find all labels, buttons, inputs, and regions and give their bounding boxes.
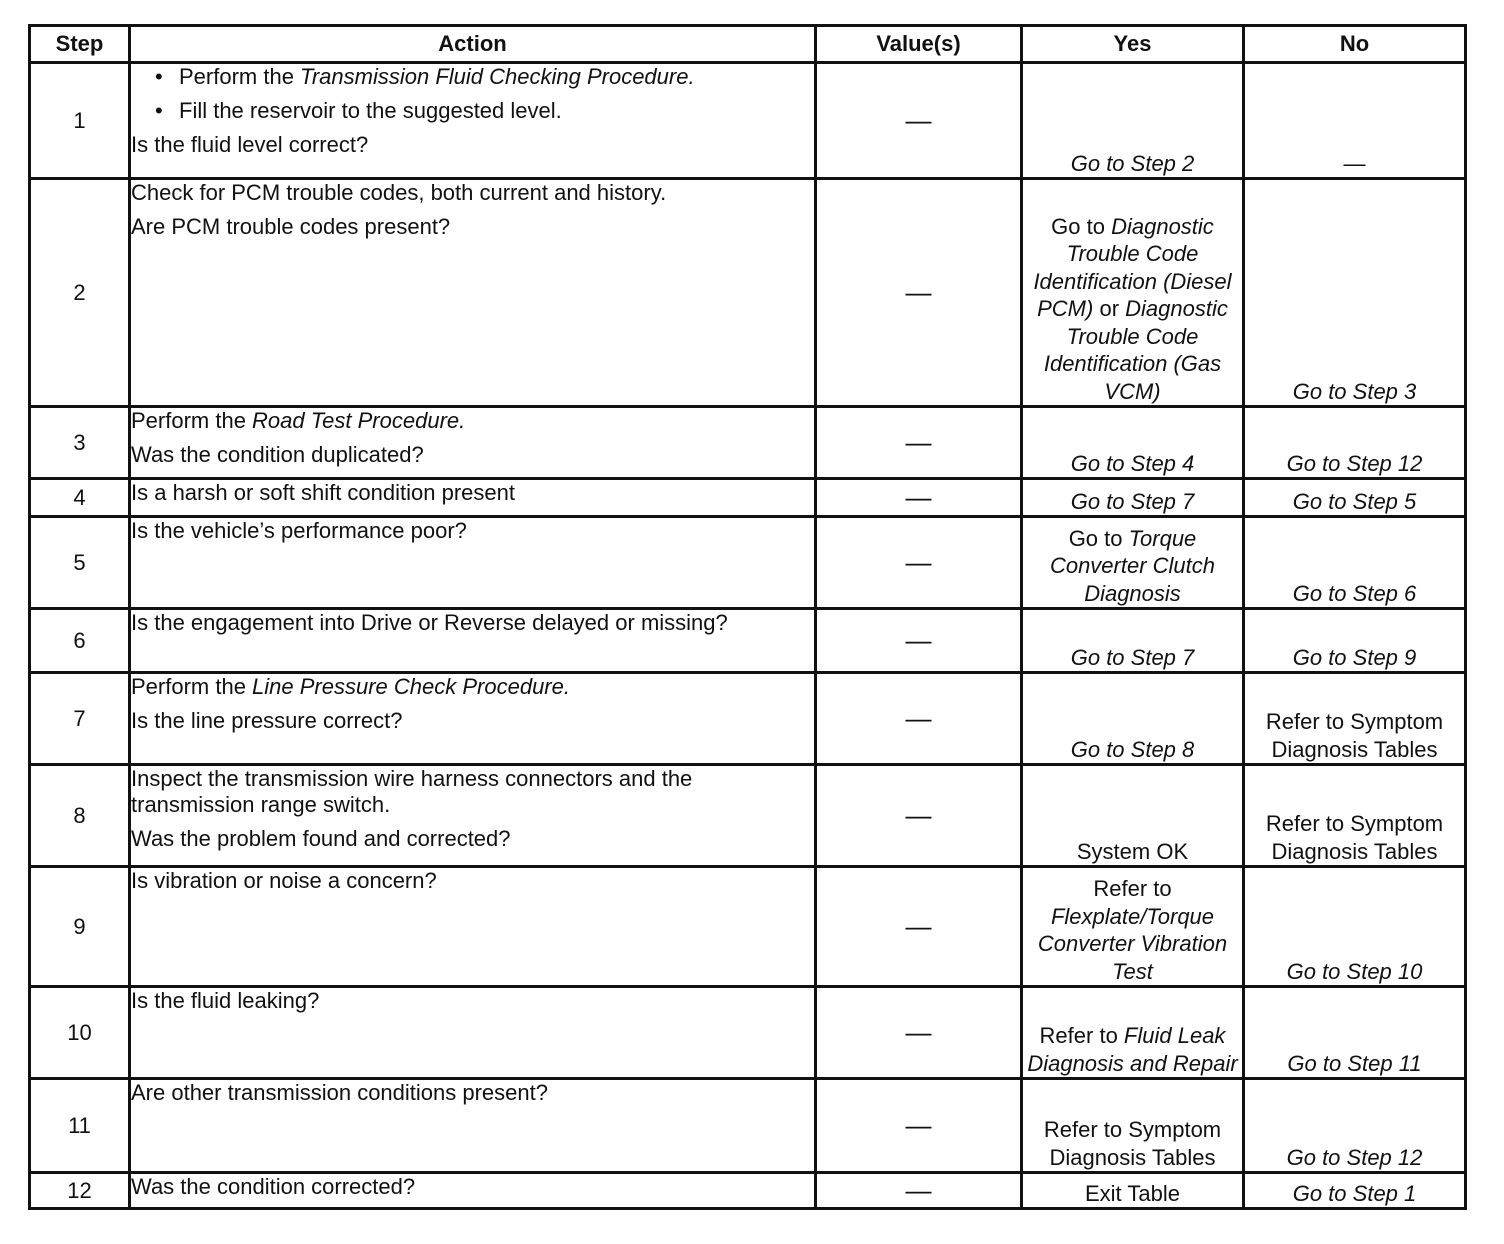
italic-text: Go to Step 3 xyxy=(1292,378,1417,404)
italic-text: Go to Step 12 xyxy=(1286,1144,1423,1170)
action-text xyxy=(131,868,814,894)
action-text xyxy=(131,826,814,852)
step-number: 1 xyxy=(30,63,130,179)
step-number: 7 xyxy=(30,673,130,765)
table-row xyxy=(30,765,1466,867)
italic-text: Go to Step 7 xyxy=(1070,488,1195,514)
action-cell xyxy=(130,407,816,479)
table-row xyxy=(30,1079,1466,1173)
text: Are PCM trouble codes present? xyxy=(131,214,451,239)
header-values: Value(s) xyxy=(816,26,1022,63)
step-number: 8 xyxy=(30,765,130,867)
step-number: 3 xyxy=(30,407,130,479)
text: Is the fluid leaking? xyxy=(131,988,320,1013)
value-cell: — xyxy=(816,867,1022,987)
no-cell xyxy=(1244,63,1466,179)
italic-text: Go to Step 9 xyxy=(1292,644,1417,670)
text: — xyxy=(1343,150,1366,176)
value-cell: — xyxy=(816,479,1022,517)
italic-text: Go to Step 2 xyxy=(1070,150,1195,176)
yes-cell xyxy=(1022,765,1244,867)
yes-cell xyxy=(1022,1173,1244,1209)
action-text xyxy=(131,708,814,734)
yes-cell xyxy=(1022,1079,1244,1173)
value-cell: — xyxy=(816,765,1022,867)
text: Was the condition duplicated? xyxy=(131,442,424,467)
table-row xyxy=(30,517,1466,609)
no-cell xyxy=(1244,673,1466,765)
yes-cell xyxy=(1022,609,1244,673)
action-text xyxy=(131,1174,814,1200)
italic-text: Line Pressure Check Procedure. xyxy=(252,674,570,699)
no-cell xyxy=(1244,765,1466,867)
text: Inspect the transmission wire harness connectors and the transmission range switch. xyxy=(131,766,693,817)
diagnostic-table xyxy=(28,24,1467,1210)
action-cell xyxy=(130,63,816,179)
text: Refer to xyxy=(1039,1023,1124,1048)
text: Refer to Symptom Diagnosis Tables xyxy=(1265,709,1444,762)
text: Refer to xyxy=(1093,876,1172,901)
text: Is the fluid level correct? xyxy=(131,132,369,157)
yes-cell xyxy=(1022,407,1244,479)
text: System OK xyxy=(1076,838,1189,864)
text: Was the condition corrected? xyxy=(131,1174,416,1199)
italic-text: Go to Step 12 xyxy=(1286,450,1423,476)
value-cell: — xyxy=(816,407,1022,479)
value-cell: — xyxy=(816,1173,1022,1209)
yes-cell xyxy=(1022,479,1244,517)
header-action: Action xyxy=(130,26,816,63)
text: Is the vehicle’s performance poor? xyxy=(131,518,467,543)
table-row xyxy=(30,407,1466,479)
italic-text: Diagnostic Trouble Code Identification (Gas VCM) xyxy=(1043,296,1228,404)
italic-text: Go to Step 8 xyxy=(1070,736,1195,762)
action-cell xyxy=(130,517,816,609)
table-row xyxy=(30,867,1466,987)
action-text xyxy=(131,408,814,434)
action-text xyxy=(131,132,814,158)
table-body xyxy=(30,63,1466,1209)
value-cell: — xyxy=(816,609,1022,673)
italic-text: Go to Step 1 xyxy=(1292,1180,1417,1206)
step-number: 10 xyxy=(30,987,130,1079)
text: Go to xyxy=(1068,525,1129,551)
step-number: 11 xyxy=(30,1079,130,1173)
table-row xyxy=(30,1173,1466,1209)
italic-text: Go to Step 6 xyxy=(1292,580,1417,606)
no-cell xyxy=(1244,407,1466,479)
table-row xyxy=(30,673,1466,765)
table-row xyxy=(30,609,1466,673)
action-text xyxy=(131,480,814,506)
value-cell: — xyxy=(816,179,1022,407)
header-step: Step xyxy=(30,26,130,63)
step-number: 6 xyxy=(30,609,130,673)
yes-cell xyxy=(1022,517,1244,609)
value-cell: — xyxy=(816,673,1022,765)
text: Perform the xyxy=(131,674,253,699)
no-cell xyxy=(1244,987,1466,1079)
text: Exit Table xyxy=(1085,1180,1180,1206)
text: Are other transmission conditions present? xyxy=(131,1080,548,1105)
yes-cell xyxy=(1022,179,1244,407)
italic-text: Go to Step 10 xyxy=(1286,958,1423,984)
text: Go to xyxy=(1051,213,1112,239)
text: Fill the reservoir to the suggested level. xyxy=(179,98,562,123)
step-number: 2 xyxy=(30,179,130,407)
action-text xyxy=(131,674,814,700)
text: Is the line pressure correct? xyxy=(131,708,403,733)
text: Is vibration or noise a concern? xyxy=(131,868,437,893)
header-row xyxy=(30,26,1466,63)
table-row xyxy=(30,179,1466,407)
action-cell xyxy=(130,609,816,673)
action-bullet xyxy=(131,98,814,124)
no-cell xyxy=(1244,867,1466,987)
table-row xyxy=(30,479,1466,517)
action-cell xyxy=(130,479,816,517)
italic-text: Fluid Leak Diagnosis and Repair xyxy=(1027,1023,1238,1076)
italic-text: Go to Step 4 xyxy=(1070,450,1195,476)
no-cell xyxy=(1244,609,1466,673)
value-cell: — xyxy=(816,517,1022,609)
header-no: No xyxy=(1244,26,1466,63)
table-row xyxy=(30,987,1466,1079)
yes-cell xyxy=(1022,867,1244,987)
yes-cell xyxy=(1022,673,1244,765)
text: Is the engagement into Drive or Reverse delayed or missing? xyxy=(131,610,728,635)
step-number: 12 xyxy=(30,1173,130,1209)
text: Perform the xyxy=(131,408,253,433)
action-text xyxy=(131,442,814,468)
table-row xyxy=(30,63,1466,179)
action-cell xyxy=(130,765,816,867)
no-cell xyxy=(1244,1079,1466,1173)
action-text xyxy=(131,214,814,240)
text: Is a harsh or soft shift condition present xyxy=(131,480,515,505)
step-number: 4 xyxy=(30,479,130,517)
action-text xyxy=(131,610,814,636)
action-cell xyxy=(130,987,816,1079)
text: Check for PCM trouble codes, both current and history. xyxy=(131,180,667,205)
action-text xyxy=(131,180,814,206)
italic-text: Go to Step 11 xyxy=(1287,1050,1422,1076)
action-text xyxy=(131,766,814,818)
no-cell xyxy=(1244,517,1466,609)
action-text xyxy=(131,988,814,1014)
italic-text: Transmission Fluid Checking Procedure. xyxy=(300,64,695,89)
value-cell: — xyxy=(816,1079,1022,1173)
italic-text: Go to Step 7 xyxy=(1070,644,1195,670)
text: Was the problem found and corrected? xyxy=(131,826,511,851)
action-text xyxy=(131,1080,814,1106)
value-cell: — xyxy=(816,63,1022,179)
text: Refer to Symptom Diagnosis Tables xyxy=(1265,811,1444,864)
no-cell xyxy=(1244,1173,1466,1209)
step-number: 5 xyxy=(30,517,130,609)
step-number: 9 xyxy=(30,867,130,987)
header-yes: Yes xyxy=(1022,26,1244,63)
italic-text: Diagnostic Trouble Code Identification (Diesel PCM) xyxy=(1033,213,1232,321)
no-cell xyxy=(1244,479,1466,517)
value-cell: — xyxy=(816,987,1022,1079)
text: Perform the xyxy=(179,64,301,89)
italic-text: Road Test Procedure. xyxy=(252,408,466,433)
yes-cell xyxy=(1022,987,1244,1079)
text: Refer to Symptom Diagnosis Tables xyxy=(1043,1117,1222,1170)
action-cell xyxy=(130,1173,816,1209)
action-bullet xyxy=(131,64,814,90)
italic-text: Flexplate/Torque Converter Vibration Test xyxy=(1037,903,1228,984)
yes-cell xyxy=(1022,63,1244,179)
action-cell xyxy=(130,1079,816,1173)
italic-text: Torque Converter Clutch Diagnosis xyxy=(1049,525,1216,606)
action-cell xyxy=(130,179,816,407)
text: or xyxy=(1093,296,1126,321)
italic-text: Go to Step 5 xyxy=(1292,488,1417,514)
action-cell xyxy=(130,867,816,987)
action-text xyxy=(131,518,814,544)
no-cell xyxy=(1244,179,1466,407)
action-cell xyxy=(130,673,816,765)
